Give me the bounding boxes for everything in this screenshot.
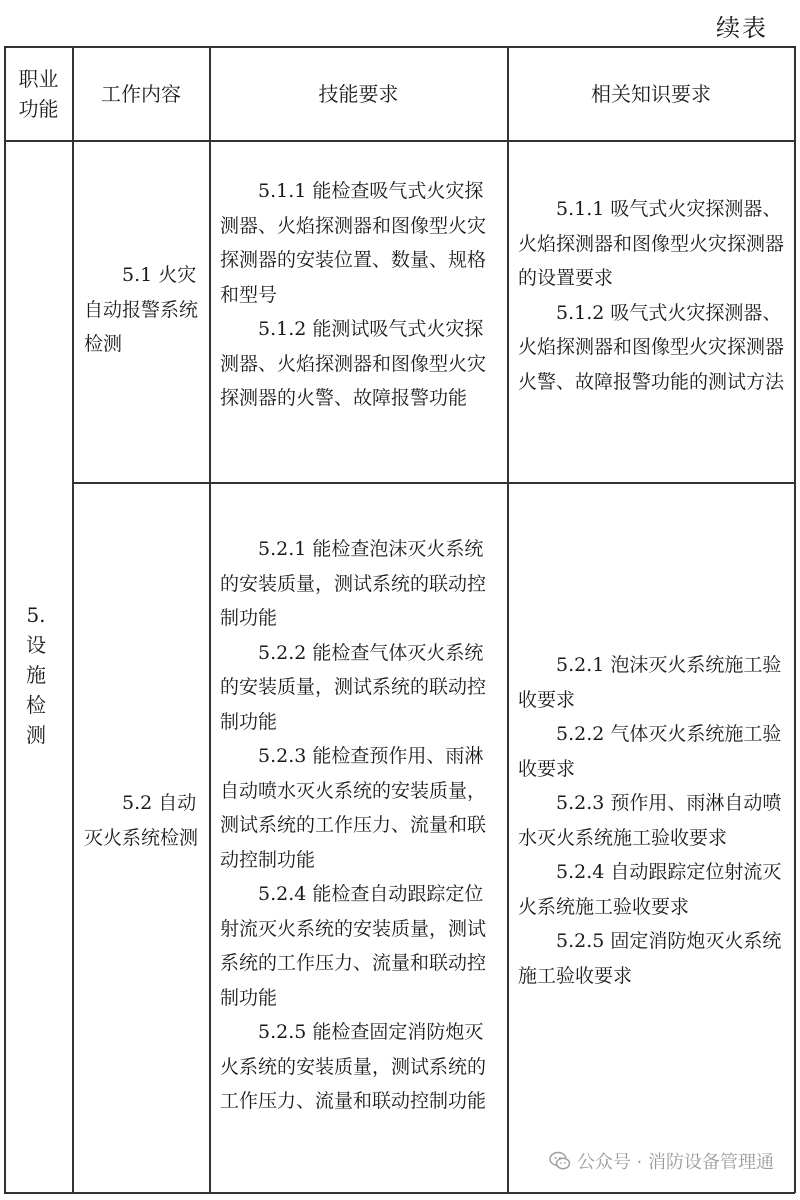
function-char: 施 <box>26 663 46 687</box>
skill-item: 5.1.2 能测试吸气式火灾探测器、火焰探测器和图像型火灾探测器的火警、故障报警功能 <box>220 318 487 409</box>
watermark-text: 公众号 · 消防设备管理通 <box>576 1152 774 1173</box>
occupational-function-cell <box>0 600 72 750</box>
row1-bottom-border <box>72 482 795 484</box>
header-occupational-function: 职业 功能 <box>18 66 59 121</box>
col-divider-2 <box>209 46 211 1193</box>
header-skill-requirements: 技能要求 <box>318 81 399 106</box>
knowledge-item: 5.2.2 气体灭火系统施工验收要求 <box>518 723 782 780</box>
header-bottom-border <box>4 140 795 142</box>
header-knowledge-requirements: 相关知识要求 <box>591 81 711 106</box>
continuation-label: 续表 <box>716 14 768 42</box>
function-char: 测 <box>26 723 46 747</box>
skill-item: 5.2.4 能检查自动跟踪定位射流灭火系统的安装质量，测试系统的工作压力、流量和联动控制功能 <box>220 883 487 1009</box>
skill-item: 5.1.1 能检查吸气式火灾探测器、火焰探测器和图像型火灾探测器的安装位置、数量、规格和型号 <box>220 180 487 306</box>
knowledge-item: 5.2.4 自动跟踪定位射流灭火系统施工验收要求 <box>518 861 782 918</box>
header-work-content: 工作内容 <box>101 81 181 106</box>
function-number: 5. <box>26 603 46 627</box>
table-bottom-border <box>4 1192 795 1194</box>
row2-knowledge <box>518 648 786 993</box>
skill-item: 5.2.5 能检查固定消防炮灭火系统的安装质量，测试系统的工作压力、流量和联动控制功能 <box>220 1021 487 1112</box>
table-right-border <box>794 46 796 1193</box>
skill-item: 5.2.2 能检查气体灭火系统的安装质量，测试系统的联动控制功能 <box>220 641 487 733</box>
row2-work-content <box>84 786 200 855</box>
knowledge-item: 5.2.5 固定消防炮灭火系统施工验收要求 <box>518 930 782 987</box>
row1-skills <box>220 174 500 416</box>
skill-item: 5.2.1 能检查泡沫灭火系统的安装质量，测试系统的联动控制功能 <box>220 538 487 629</box>
knowledge-item: 5.1.2 吸气式火灾探测器、火焰探测器和图像型火灾探测器火警、故障报警功能的测试方法 <box>518 301 785 393</box>
skill-item: 5.2.3 能检查预作用、雨淋自动喷水灭火系统的安装质量，测试系统的工作压力、流量和联动控制功能 <box>220 745 487 871</box>
knowledge-item: 5.2.3 预作用、雨淋自动喷水灭火系统施工验收要求 <box>518 792 782 849</box>
knowledge-item: 5.2.1 泡沫灭火系统施工验收要求 <box>518 654 782 711</box>
knowledge-item: 5.1.1 吸气式火灾探测器、火焰探测器和图像型火灾探测器的设置要求 <box>518 198 785 289</box>
wechat-icon <box>549 1150 571 1172</box>
row1-work-content <box>84 258 200 362</box>
function-char: 设 <box>26 633 46 657</box>
work-content-text: 5.2 自动灭火系统检测 <box>84 792 199 849</box>
row1-knowledge <box>518 192 786 399</box>
watermark <box>549 1148 774 1174</box>
col-divider-1 <box>72 46 74 1193</box>
col-divider-3 <box>507 46 509 1193</box>
work-content-text: 5.1 火灾自动报警系统检测 <box>84 264 199 355</box>
function-char: 检 <box>26 693 46 717</box>
row2-skills <box>220 532 500 1119</box>
